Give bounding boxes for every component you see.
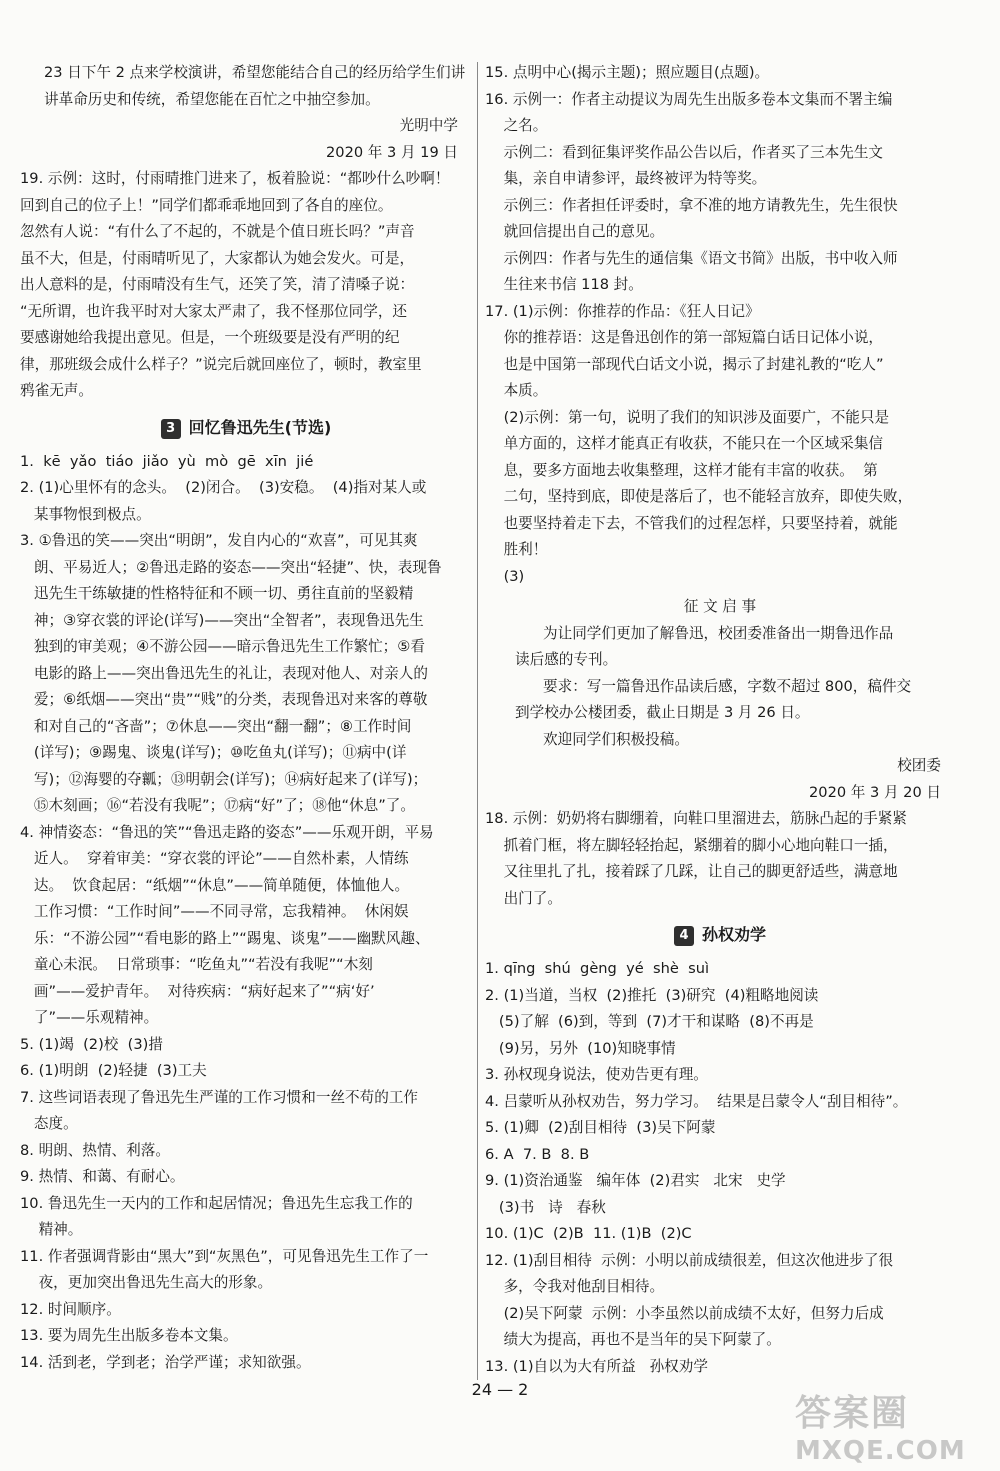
answer-line: 13. 要为周先生出版多卷本文集。 — [20, 1327, 238, 1344]
answer-line: 忽然有人说：“有什么了不起的，不就是个值日班长吗？”声音 — [20, 223, 415, 240]
answer-line: 童心未泯。 日常琐事：“吃鱼丸”“若没有我呢”“木刻 — [20, 956, 373, 973]
answer-line: 10. (1)C (2)B 11. (1)B (2)C — [485, 1225, 692, 1242]
answer-line: 画”——爱护青年。 对待疾病：“病好起来了”“病‘好’ — [20, 982, 375, 1000]
answer-line: 神；③穿衣裳的评论(详写)——突出“全智者”，表现鲁迅先生 — [20, 611, 424, 629]
answer-line: 8. 明朗、热情、利落。 — [20, 1141, 170, 1159]
answer-line: 生往来书信 118 封。 — [485, 276, 643, 293]
answer-line: 态度。 — [20, 1115, 78, 1132]
answer-line: 3. ①鲁迅的笑——突出“明朗”，发自内心的“欢喜”，可见其爽 — [20, 532, 418, 549]
answer-line: ⑮木刻画；⑯“若没有我呢”；⑰病“好”了；⑱他“休息”了。 — [20, 797, 415, 814]
answer-line: 6. A 7. B 8. B — [485, 1145, 590, 1163]
answer-line: 朗、平易近人；②鲁迅走路的姿态——突出“轻捷”、快，表现鲁 — [20, 558, 442, 576]
answer-line: 4. 神情姿态：“鲁迅的笑”“鲁迅走路的姿态”——乐观开朗，平易 — [20, 823, 434, 841]
section-number-badge: 4 — [674, 926, 694, 946]
answer-line: 达。 饮食起居：“纸烟”“休息”——简单随便，体恤他人。 — [20, 876, 410, 894]
answer-line: 18. 示例：奶奶将右脚绷着，向鞋口里溜进去，筋脉凸起的手紧紧 — [485, 810, 907, 827]
answer-line: 5. (1)竭 (2)校 (3)措 — [20, 1035, 163, 1053]
answer-line: 抓着门框，将左脚轻轻抬起，紧绷着的脚小心地向鞋口一插， — [485, 836, 898, 854]
answer-line: 单方面的，这样才能真正有收获，不能只在一个区域采集信 — [485, 435, 884, 452]
answer-line: 12. (1)刮目相待 示例：小明以前成绩很差，但这次他进步了很 — [485, 1251, 894, 1269]
answer-line: (2)吴下阿蒙 示例：小李虽然以前成绩不太好，但努力后成 — [485, 1304, 884, 1322]
answer-line: 12. 时间顺序。 — [20, 1300, 121, 1318]
answer-line: 1. qīng shú gèng yé shè suì — [485, 960, 709, 977]
notice-line: 欢迎同学们积极投稿。 — [543, 730, 689, 748]
watermark-logo — [795, 1385, 980, 1465]
answer-line: (3) — [485, 567, 525, 585]
answer-line: 夜，更加突出鲁迅先生高大的形象。 — [20, 1274, 273, 1291]
answer-line: 示例二：看到征集评奖作品公告以后，作者买了三本先生文 — [485, 143, 884, 161]
answer-line: 示例三：作者担任评委时，拿不准的地方请教先生，先生很快 — [485, 196, 898, 214]
notice-title: 征 文 启 事 — [683, 598, 757, 615]
letter-signer: 光明中学 — [399, 117, 458, 134]
answer-line: 绩大为提高，再也不是当年的吴下阿蒙了。 — [485, 1331, 781, 1348]
letter-date: 2020 年 3 月 19 日 — [326, 143, 458, 161]
answer-line: 回到自己的位子上！”同学们都乖乖地回到了各自的座位。 — [20, 196, 393, 214]
answer-line: (详写)；⑨踢鬼、谈鬼(详写)；⑩吃鱼丸(详写)；⑪病中(详 — [20, 744, 407, 761]
answer-line: 16. 示例一：作者主动提议为周先生出版多卷本文集而不署主编 — [485, 90, 893, 108]
right-column — [485, 60, 955, 1380]
section-3-answers — [20, 449, 472, 1377]
answer-line: 和对自己的“吝啬”；⑦休息——突出“翻一翻”；⑧工作时间 — [20, 717, 412, 735]
answer-line: 律，那班级会成什么样子？”说完后就回座位了，顿时，教室里 — [20, 355, 422, 373]
answer-line: 要感谢她给我提出意见。但是，一个班级要是没有严明的纪 — [20, 329, 400, 346]
answer-line: 1. kē yǎo tiáo jiǎo yù mò gē xīn jié — [20, 452, 314, 470]
answer-line: 集，亲自申请参评，最终被评为特等奖。 — [485, 170, 767, 187]
notice-signer: 校团委 — [897, 757, 941, 774]
answer-line: 3. 孙权现身说法，使劝告更有理。 — [485, 1066, 708, 1083]
answer-line: 17. (1)示例：你推荐的作品：《狂人日记》 — [485, 302, 760, 320]
answer-line: 2. (1)当道，当权 (2)推托 (3)研究 (4)粗略地阅读 — [485, 986, 819, 1004]
section-4-answers — [485, 956, 955, 1380]
answer-line: (2)示例：第一句，说明了我们的知识涉及面要广，不能只是 — [485, 408, 890, 426]
answer-line: 5. (1)卿 (2)刮目相待 (3)吴下阿蒙 — [485, 1119, 716, 1136]
answer-line: 精神。 — [20, 1221, 83, 1238]
notice-line: 为让同学们更加了解鲁迅，校团委准备出一期鲁迅作品 — [543, 624, 894, 642]
notice-line: 到学校办公楼团委，截止日期是 3 月 26 日。 — [515, 704, 810, 721]
answer-line: 多，令我对他刮目相待。 — [485, 1278, 665, 1295]
section-3-heading — [20, 411, 472, 445]
notice-line: 要求：写一篇鲁迅作品读后感，字数不超过 800，稿件交 — [543, 677, 912, 695]
answer-line: 息，要多方面地去收集整理，这样才能有丰富的收获。 第 — [485, 461, 878, 479]
answer-line: 爱；⑥纸烟——突出“贵”“贱”的分类，表现鲁迅对来客的尊敬 — [20, 691, 428, 708]
answer-line: (3)书 诗 春秋 — [485, 1198, 606, 1216]
answer-line: 独到的审美观；④不游公园——暗示鲁迅先生工作繁忙；⑤看 — [20, 638, 425, 655]
notice-date: 2020 年 3 月 20 日 — [809, 783, 941, 801]
column-divider — [477, 62, 478, 1380]
section-4-heading — [485, 918, 955, 952]
answer-line: 11. 作者强调背影由“黑大”到“灰黑色”，可见鲁迅先生工作了一 — [20, 1247, 429, 1265]
section-number-badge: 3 — [161, 419, 181, 439]
answer-line: 工作习惯：“工作时间”——不同寻常，忘我精神。 休闲娱 — [20, 903, 409, 920]
answer-18 — [485, 806, 955, 912]
answer-line: (5)了解 (6)到，等到 (7)才干和谋略 (8)不再是 — [485, 1013, 814, 1030]
watermark-text-top: 答案圈 — [795, 1392, 910, 1434]
answers-15-17 — [485, 60, 955, 590]
watermark-text-bottom: MXQE.COM — [795, 1436, 966, 1466]
answer-line: 14. 活到老，学到老；治学严谨；求知欲强。 — [20, 1353, 311, 1371]
notice-body — [485, 621, 955, 754]
answer-line: 二句，坚持到底，即使是落后了，也不能轻言放弃，即使失败， — [485, 488, 913, 505]
letter-paragraph: 23 日下午 2 点来学校演讲，希望您能结合自己的经历给学生们讲讲革命历史和传统，希望您能在百忙之中抽空参加。 — [44, 64, 466, 108]
page-number: 24 — 2 — [471, 1380, 529, 1399]
answer-line: 19. 示例：这时，付雨晴推门进来了，板着脸说：“都吵什么吵啊！ — [20, 170, 450, 187]
answer-line: 也是中国第一部现代白话文小说，揭示了封建礼教的“吃人” — [485, 355, 884, 373]
answer-line: 写)；⑫海婴的夺瓤；⑬明朝会(详写)；⑭病好起来了(详写)； — [20, 770, 428, 788]
answer-line: 鸦雀无声。 — [20, 382, 93, 399]
answer-19 — [20, 166, 472, 405]
answer-line: 出门了。 — [485, 889, 562, 907]
answer-line: 某事物恨到极点。 — [20, 505, 151, 523]
answer-line: 13. (1)自以为大有所益 孙权劝学 — [485, 1357, 708, 1375]
answer-line: 之名。 — [485, 117, 548, 134]
answer-line: 又往里扎了扎，接着踩了几踩，让自己的脚更舒适些，满意地 — [485, 863, 898, 880]
answer-line: 就回信提出自己的意见。 — [485, 223, 665, 240]
answer-line: 迅先生干练敏捷的性格特征和不顾一切、勇往直前的坚毅精 — [20, 585, 414, 602]
answer-line: 6. (1)明朗 (2)轻捷 (3)工夫 — [20, 1062, 207, 1079]
answer-line: 15. 点明中心(揭示主题)；照应题目(点题)。 — [485, 64, 770, 81]
answer-line: 出人意料的是，付雨晴没有生气，还笑了笑，清了清嗓子说： — [20, 276, 415, 293]
answer-line: 胜利！ — [485, 541, 548, 558]
notice-line: 读后感的专刊。 — [515, 651, 618, 668]
answer-line: “无所谓，也许我平时对大家太严肃了，我不怪那位同学，还 — [20, 302, 408, 320]
section-title: 孙权劝学 — [701, 925, 766, 944]
answer-line: 2. (1)心里怀有的念头。 (2)闭合。 (3)安稳。 (4)指对某人或 — [20, 479, 427, 496]
answer-line: 本质。 — [485, 382, 548, 399]
answer-line: 示例四：作者与先生的通信集《语文书简》出版，书中收入师 — [485, 249, 898, 267]
answer-line: 也要坚持着走下去，不管我们的过程怎样，只要坚持着，就能 — [485, 514, 898, 532]
answer-line: 虽不大，但是，付雨晴听见了，大家都认为她会发火。可是， — [20, 249, 415, 267]
answer-line: 9. 热情、和蔼、有耐心。 — [20, 1168, 185, 1185]
answer-line: 你的推荐语：这是鲁迅创作的第一部短篇白话日记体小说， — [485, 329, 884, 346]
answer-line: (9)另，另外 (10)知晓事情 — [485, 1039, 676, 1057]
section-title: 回忆鲁迅先生(节选) — [188, 417, 332, 437]
answer-line: 乐：“不游公园”“看电影的路上”“踢鬼、谈鬼”——幽默风趣、 — [20, 929, 430, 947]
answer-line: 10. 鲁迅先生一天内的工作和起居情况；鲁迅先生忘我工作的 — [20, 1194, 413, 1212]
answer-line: 了”——乐观精神。 — [20, 1009, 159, 1026]
answer-line: 近人。 穿着审美：“穿衣裳的评论”——自然朴素，人情练 — [20, 850, 409, 867]
answer-line: 4. 吕蒙听从孙权劝告，努力学习。 结果是吕蒙令人“刮目相待”。 — [485, 1092, 908, 1110]
answer-line: 9. (1)资治通鉴 编年体 (2)君实 北宋 史学 — [485, 1172, 786, 1189]
answer-line: 7. 这些词语表现了鲁迅先生严谨的工作习惯和一丝不苟的工作 — [20, 1088, 419, 1106]
answer-line: 电影的路上——突出鲁迅先生的礼让，表现对他人、对亲人的 — [20, 664, 428, 682]
left-column — [20, 60, 472, 1376]
